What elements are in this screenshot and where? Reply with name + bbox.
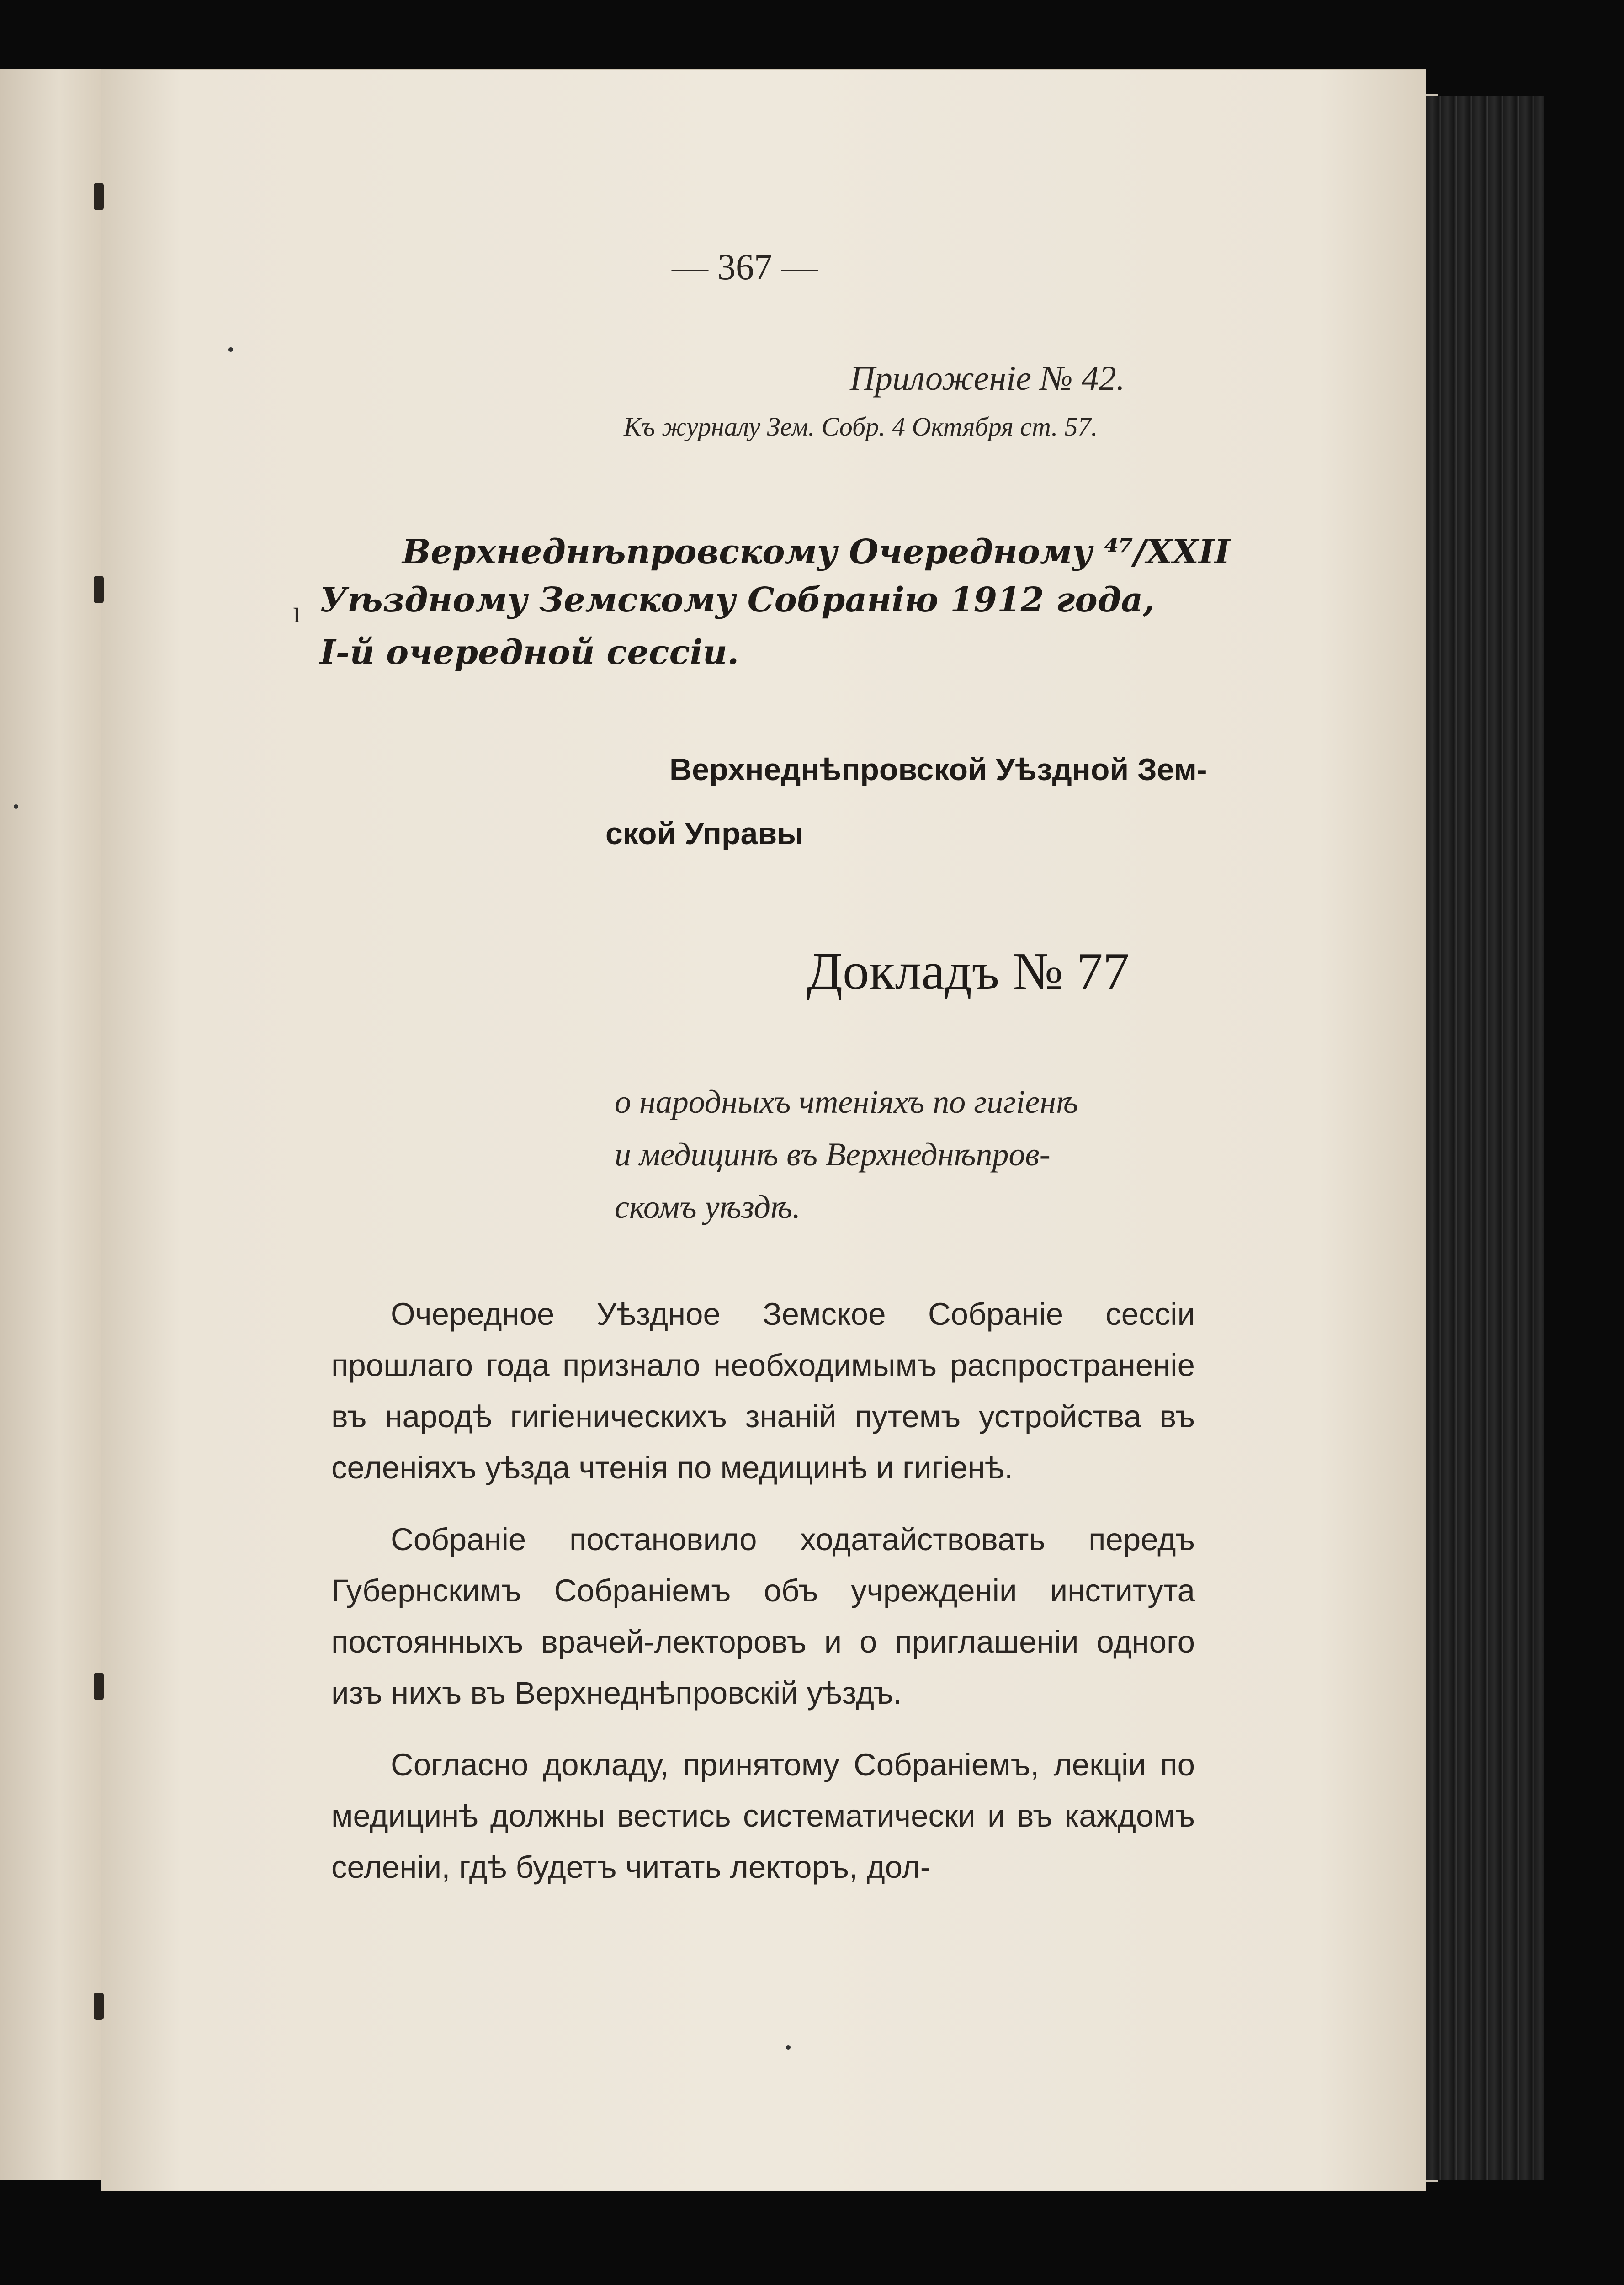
address-line: I-й очередной сессiи. <box>320 633 739 672</box>
binding-mark <box>94 576 104 603</box>
uprava-heading: Верхнеднѣпровской Уѣздной Зем- <box>669 752 1207 787</box>
paragraph: Очередное Уѣздное Земское Собранiе сессiи прошлаго года признало необходимымъ распространенiе въ народѣ гигiеническихъ знанiй путемъ устройства въ селенiяхъ уѣзда чтенiя по медицинѣ и гигiенѣ. <box>331 1297 1195 1485</box>
speck <box>786 2045 791 2050</box>
report-subject: и медицинѣ въ Верхнеднѣпров- <box>615 1136 1051 1173</box>
margin-mark: ı <box>292 595 302 630</box>
report-subject: о народныхъ чтенiяхъ по гигiенѣ <box>615 1084 1078 1120</box>
binding-mark <box>94 183 104 210</box>
left-page-edge <box>0 69 110 2180</box>
paragraph: Собранiе постановило ходатайствовать передъ Губернскимъ Собранiемъ объ учрежденiи института постоянныхъ врачей-лекторовъ и о приглашенiи одного изъ нихъ въ Верхнеднѣпровскiй уѣздъ. <box>331 1522 1195 1711</box>
body-text <box>331 1289 1195 1913</box>
address-line: Верхнеднѣпровскому Очередному ⁴⁷/XXII <box>402 532 1231 572</box>
paragraph: Согласно докладу, принятому Собранiемъ, лекцiи по медицинѣ должны вестись систематически и въ каждомъ селенiи, гдѣ будетъ читать лекторъ, дол- <box>331 1747 1195 1885</box>
address-line: Уѣздному Земскому Собранiю 1912 года, <box>320 580 1155 620</box>
binding-mark <box>94 1673 104 1700</box>
report-title: Докладъ № 77 <box>807 942 1130 1001</box>
page-number: — 367 — <box>672 247 818 287</box>
appendix-title: Приложенiе № 42. <box>850 359 1125 398</box>
book-edge <box>1426 96 1544 2180</box>
binding-mark <box>94 1993 104 2020</box>
appendix-reference: Къ журналу Зем. Собр. 4 Октября ст. 57. <box>624 412 1098 441</box>
uprava-heading: ской Управы <box>605 816 804 851</box>
report-subject: скомъ уѣздѣ. <box>615 1189 801 1225</box>
speck <box>14 804 18 809</box>
speck <box>228 347 233 352</box>
